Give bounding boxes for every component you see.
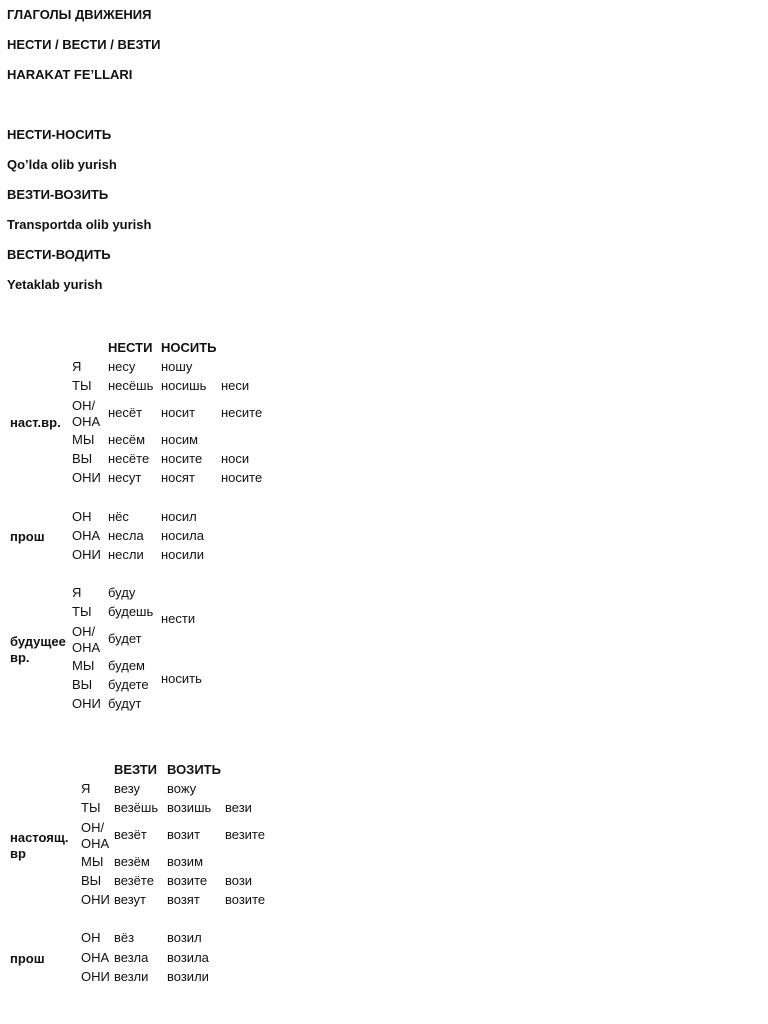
pronoun-cell: ОН (81, 930, 101, 945)
pronoun-cell: ОНИ (72, 547, 101, 562)
pair2-gloss: Transportda olib yurish (7, 217, 152, 232)
conjugation-cell: возите (167, 873, 208, 888)
conjugation-cell: носили (161, 547, 205, 562)
pronoun-cell: ОНА (81, 950, 110, 965)
column-header: НОСИТЬ (161, 340, 217, 355)
pronoun-cell: ОН/ ОНА (72, 398, 101, 429)
conjugation-cell: носишь (161, 378, 207, 393)
conjugation-cell: везёте (114, 873, 154, 888)
pronoun-cell: ТЫ (72, 604, 92, 619)
subtitle-heading: HARAKAT FE’LLARI (7, 67, 133, 82)
pronoun-cell: Я (81, 781, 91, 796)
conjugation-cell: носим (161, 432, 199, 447)
conjugation-cell: везут (114, 892, 146, 907)
conjugation-cell: будете (108, 677, 149, 692)
pronoun-cell: ВЫ (72, 677, 93, 692)
conjugation-cell: несли (108, 547, 144, 562)
pair2-heading: ВЕЗТИ-ВОЗИТЬ (7, 187, 109, 202)
tense-label: наст.вр. (10, 415, 61, 430)
imperative-cell: несите (221, 405, 263, 420)
pronoun-cell: ОН/ ОНА (72, 624, 101, 655)
pronoun-cell: МЫ (81, 854, 104, 869)
page-title: ГЛАГОЛЫ ДВИЖЕНИЯ (7, 7, 152, 22)
conjugation-cell: везу (114, 781, 141, 796)
pronoun-cell: ТЫ (72, 378, 92, 393)
conjugation-cell: возил (167, 930, 202, 945)
conjugation-cell: вёз (114, 930, 135, 945)
column-header: ВОЗИТЬ (167, 762, 221, 777)
pronoun-cell: ТЫ (81, 800, 101, 815)
conjugation-cell: ношу (161, 359, 193, 374)
conjugation-cell: несла (108, 528, 144, 543)
conjugation-cell: несём (108, 432, 146, 447)
conjugation-cell: несу (108, 359, 136, 374)
infinitive-cell: носить (161, 671, 202, 686)
conjugation-cell: везли (114, 969, 149, 984)
tense-label: настоящ. вр (10, 830, 69, 861)
imperative-cell: вози (225, 873, 253, 888)
conjugation-cell: носит (161, 405, 196, 420)
pronoun-cell: Я (72, 359, 82, 374)
pair1-gloss: Qo’lda olib yurish (7, 157, 117, 172)
imperative-cell: носите (221, 470, 263, 485)
pronoun-cell: ОН/ ОНА (81, 820, 110, 851)
tense-label: прош (10, 529, 45, 544)
pair1-heading: НЕСТИ-НОСИТЬ (7, 127, 112, 142)
conjugation-cell: вожу (167, 781, 197, 796)
pronoun-cell: ВЫ (81, 873, 102, 888)
conjugation-cell: везём (114, 854, 150, 869)
conjugation-cell: будем (108, 658, 145, 673)
pronoun-cell: ОНИ (81, 969, 110, 984)
conjugation-cell: будут (108, 696, 142, 711)
column-header: ВЕЗТИ (114, 762, 157, 777)
pronoun-cell: ОНИ (81, 892, 110, 907)
conjugation-cell: возили (167, 969, 209, 984)
conjugation-cell: будешь (108, 604, 154, 619)
conjugation-cell: несёте (108, 451, 150, 466)
imperative-cell: везите (225, 827, 265, 842)
conjugation-cell: возишь (167, 800, 212, 815)
infinitive-cell: нести (161, 611, 196, 626)
pronoun-cell: ОН (72, 509, 92, 524)
conjugation-cell: носила (161, 528, 204, 543)
column-header: НЕСТИ (108, 340, 153, 355)
conjugation-cell: везла (114, 950, 149, 965)
conjugation-cell: возила (167, 950, 209, 965)
pronoun-cell: Я (72, 585, 82, 600)
conjugation-cell: будет (108, 631, 142, 646)
conjugation-cell: несут (108, 470, 142, 485)
conjugation-cell: везёт (114, 827, 147, 842)
imperative-cell: возите (225, 892, 266, 907)
verbs-heading: НЕСТИ / ВЕСТИ / ВЕЗТИ (7, 37, 161, 52)
conjugation-cell: возят (167, 892, 200, 907)
conjugation-cell: несёшь (108, 378, 154, 393)
tense-label: прош (10, 951, 45, 966)
pronoun-cell: МЫ (72, 432, 95, 447)
conjugation-cell: буду (108, 585, 136, 600)
conjugation-cell: носят (161, 470, 195, 485)
pair3-heading: ВЕСТИ-ВОДИТЬ (7, 247, 111, 262)
pronoun-cell: ВЫ (72, 451, 93, 466)
pronoun-cell: ОНИ (72, 470, 101, 485)
imperative-cell: неси (221, 378, 250, 393)
conjugation-cell: носил (161, 509, 197, 524)
pronoun-cell: ОНИ (72, 696, 101, 711)
pair3-gloss: Yetaklab yurish (7, 277, 103, 292)
imperative-cell: носи (221, 451, 250, 466)
imperative-cell: вези (225, 800, 252, 815)
pronoun-cell: МЫ (72, 658, 95, 673)
conjugation-cell: возим (167, 854, 204, 869)
conjugation-cell: везёшь (114, 800, 159, 815)
conjugation-cell: нёс (108, 509, 129, 524)
tense-label: будущее вр. (10, 634, 66, 665)
conjugation-cell: носите (161, 451, 203, 466)
pronoun-cell: ОНА (72, 528, 101, 543)
conjugation-cell: возит (167, 827, 201, 842)
conjugation-cell: несёт (108, 405, 143, 420)
